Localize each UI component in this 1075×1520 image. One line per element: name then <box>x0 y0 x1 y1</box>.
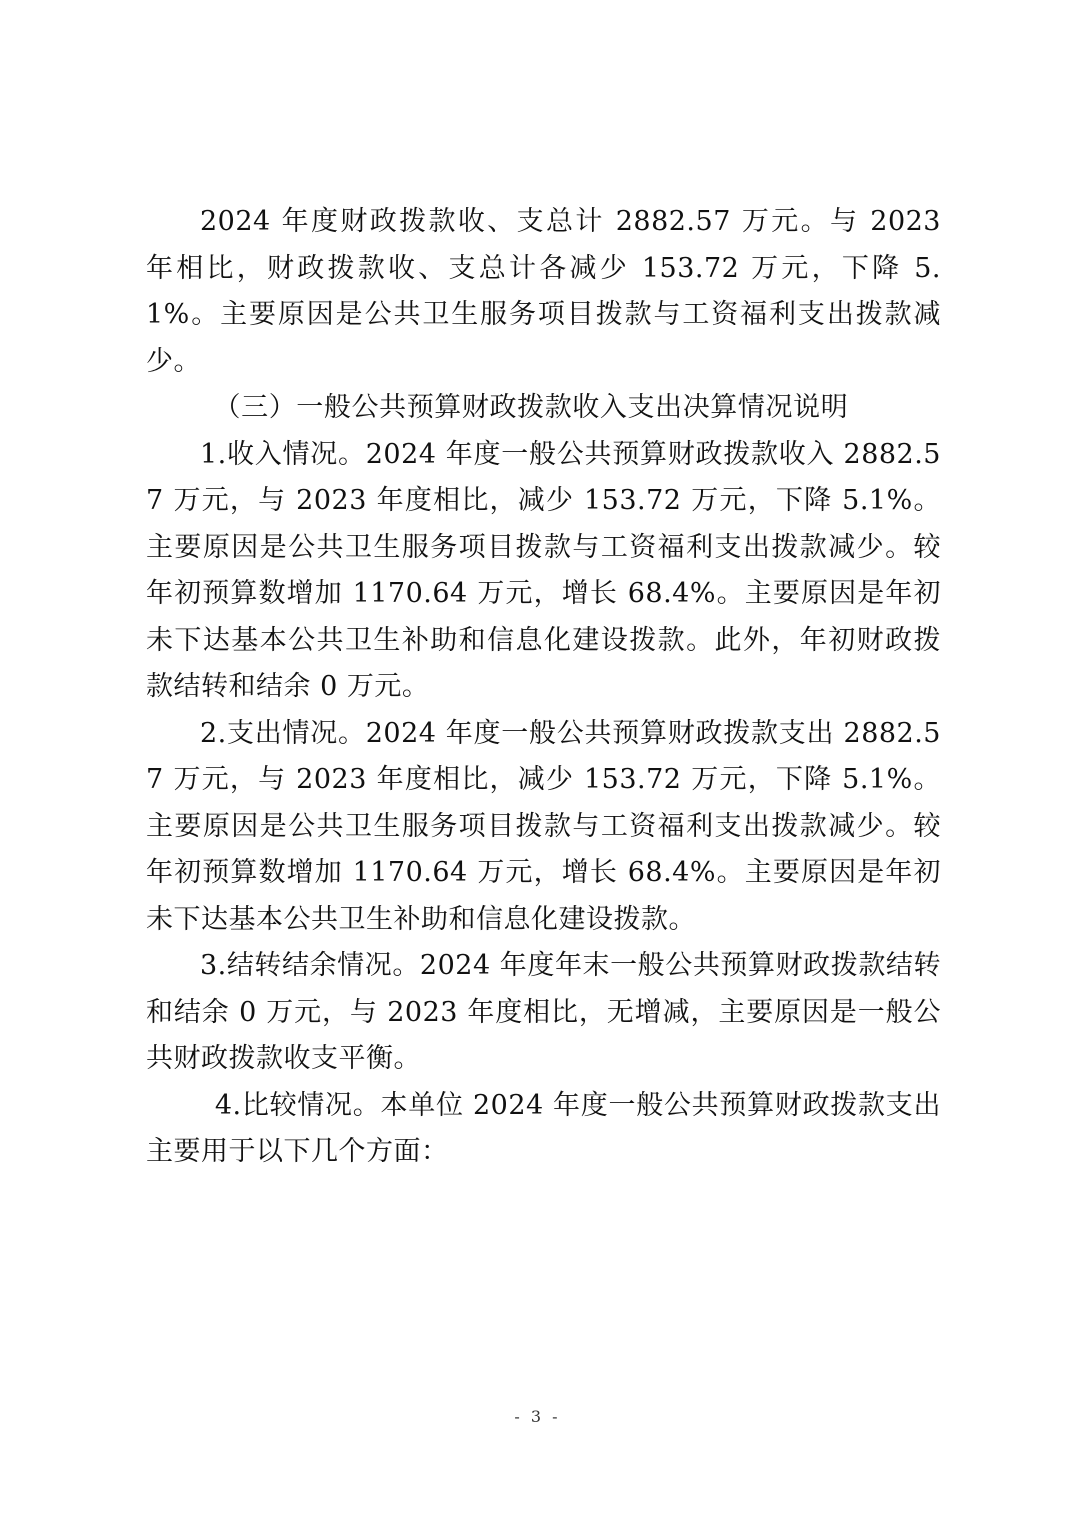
paragraph-total-appropriation: 2024 年度财政拨款收、支总计 2882.57 万元。与 2023 年相比，财政拨款收、支总计各减少 153.72 万元，下降 5.1%。主要原因是公共卫生服务项目拨款与工资福利支出拨款减少。 <box>146 206 941 377</box>
section-heading-general-budget: （三）一般公共预算财政拨款收入支出决算情况说明 <box>213 392 849 423</box>
page-number: - 3 - <box>514 1407 561 1426</box>
paragraph-income: 1.收入情况。2024 年度一般公共预算财政拨款收入 2882.57 万元，与 2023 年度相比，减少 153.72 万元，下降 5.1%。主要原因是公共卫生服务项目拨款与工资福利支出拨款减少。较年初预算数增加 1170.64 万元，增长 68.4%。主要原因是年初未下达基本公共卫生补助和信息化建设拨款。此外，年初财政拨款结转和结余 0 万元。 <box>146 438 941 702</box>
paragraph-comparison: 4.比较情况。本单位 2024 年度一般公共预算财政拨款支出主要用于以下几个方面： <box>146 1089 941 1167</box>
document-body <box>146 199 941 1176</box>
paragraph-carryover: 3.结转结余情况。2024 年度年末一般公共预算财政拨款结转和结余 0 万元，与 2023 年度相比，无增减，主要原因是一般公共财政拨款收支平衡。 <box>146 950 941 1074</box>
paragraph-expenditure: 2.支出情况。2024 年度一般公共预算财政拨款支出 2882.57 万元，与 2023 年度相比，减少 153.72 万元，下降 5.1%。主要原因是公共卫生服务项目拨款与工资福利支出拨款减少。较年初预算数增加 1170.64 万元，增长 68.4%。主要原因是年初未下达基本公共卫生补助和信息化建设拨款。 <box>146 717 941 935</box>
